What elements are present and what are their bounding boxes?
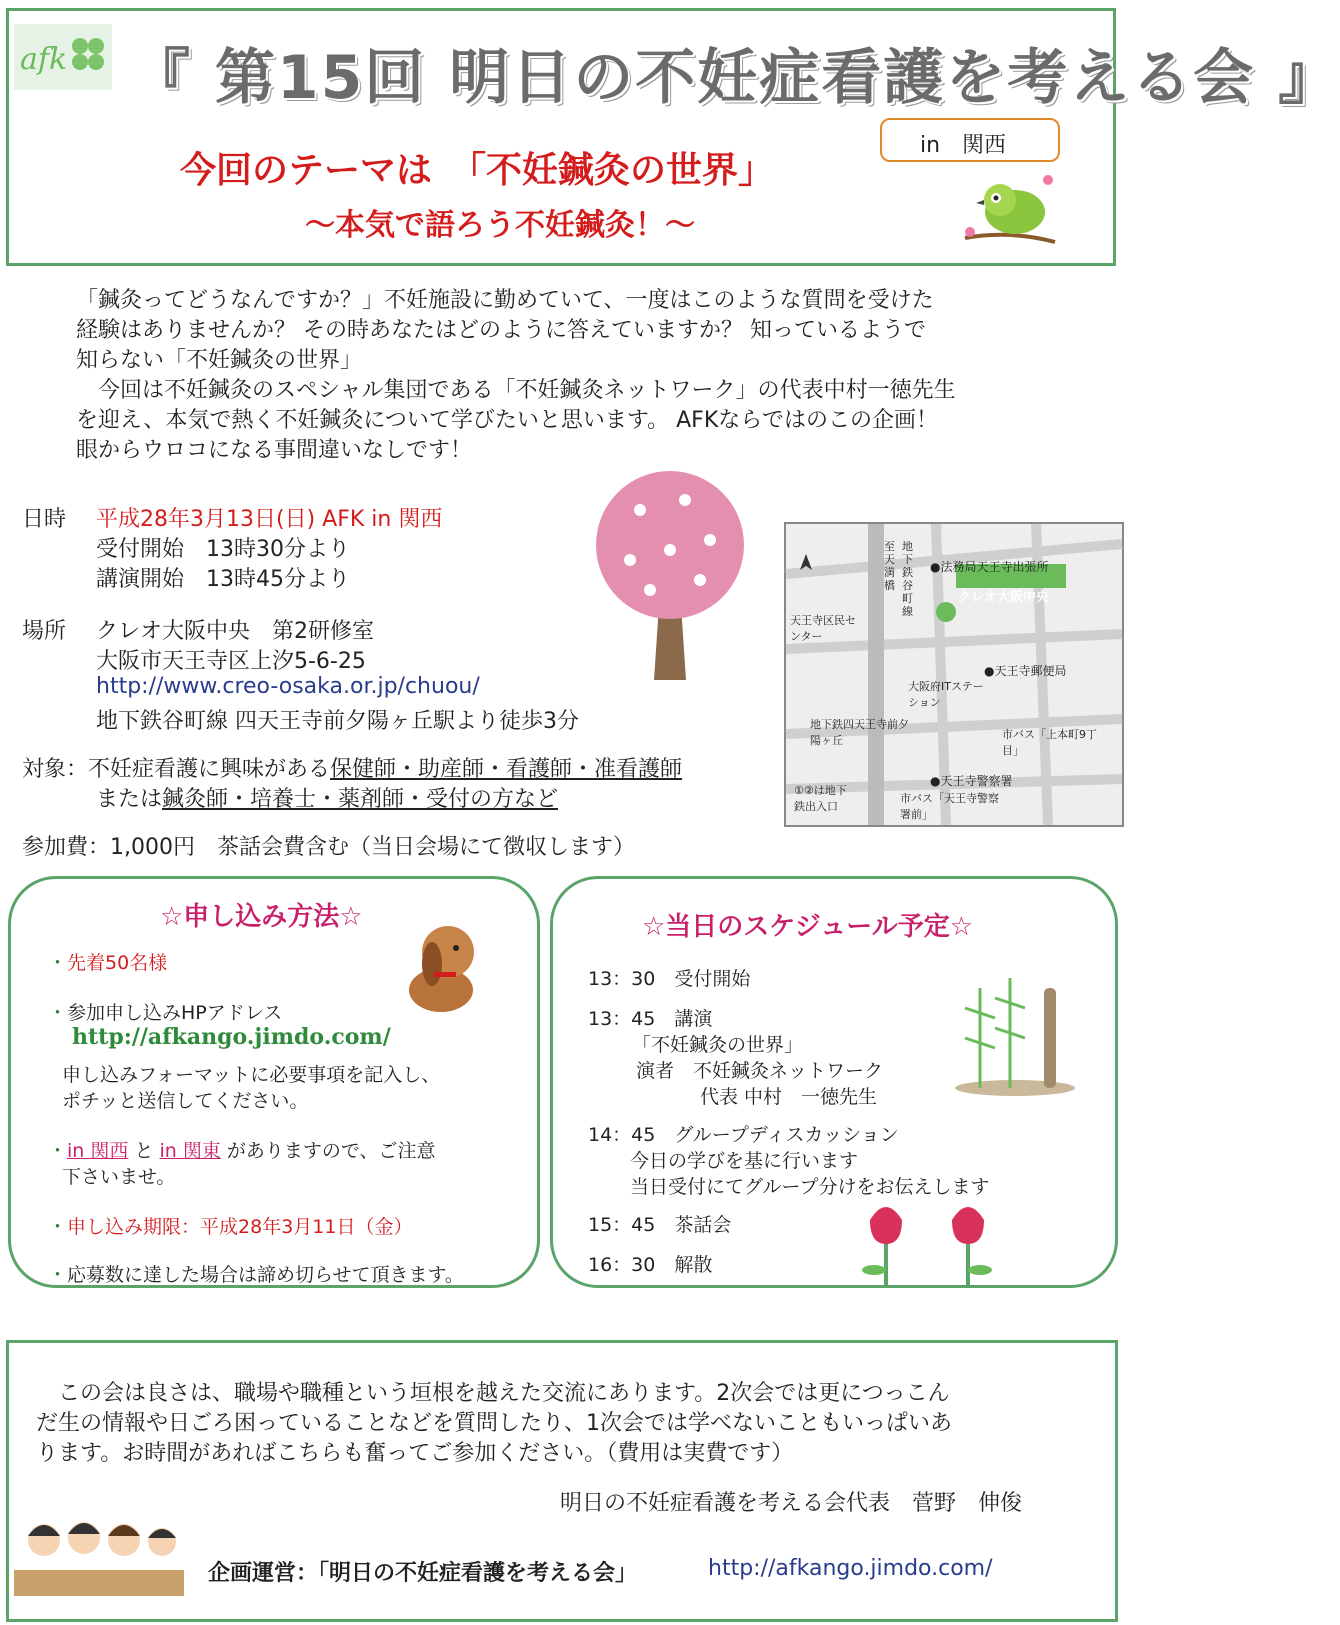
map-label-creo: クレオ大阪中央	[958, 590, 1050, 605]
organizer-label: 企画運営：「明日の不妊症看護を考える会」	[208, 1561, 638, 1586]
representative-name: 明日の不妊症看護を考える会代表 菅野 伸俊	[560, 1491, 1023, 1516]
bird-icon	[960, 170, 1060, 250]
map-label-street: 至天満橋	[884, 540, 895, 592]
people-toast-icon	[14, 1500, 184, 1600]
region-kanto: in 関東	[159, 1140, 221, 1162]
apply-hp-label: ・参加申し込みHPアドレス	[48, 1002, 283, 1024]
schedule-detail: 演者 不妊鍼灸ネットワーク	[636, 1060, 884, 1082]
apply-first-come: ・先着50名様	[48, 952, 168, 974]
map-label-bus1: 市バス「上本町9丁目」	[1002, 728, 1097, 757]
target-line-2	[96, 782, 558, 813]
intro-line: 経験はありませんか？ その時あなたはどのように答えていますか？ 知っているようで	[76, 318, 926, 343]
footer-paragraph-line: ります。お時間があればこちらも奮ってご参加ください。（費用は実費です）	[36, 1441, 794, 1466]
region-note-text: がありますので、ご注意	[226, 1140, 436, 1162]
target-professions-1: 保健師・助産師・看護師・准看護師	[330, 757, 683, 782]
intro-line: 眼からウロコになる事間違いなしです！	[76, 438, 473, 463]
map-label-exit: ①②は地下鉄出入口	[794, 784, 847, 813]
apply-note-2: ポチッと送信してください。	[62, 1090, 309, 1112]
apply-url-link[interactable]: http://afkango.jimdo.com/	[72, 1024, 391, 1050]
schedule-detail: 「不妊鍼灸の世界」	[632, 1034, 804, 1056]
target-prefix: 対象：不妊症看護に興味がある	[22, 757, 331, 782]
horsetail-plant-icon	[950, 968, 1080, 1098]
map-label-kumin: 天王寺区民センター	[790, 614, 856, 643]
map-label-post: ●天王寺郵便局	[984, 664, 1067, 678]
venue-access: 地下鉄谷町線 四天王寺前夕陽ヶ丘駅より徒歩3分	[96, 709, 579, 734]
schedule-item: 13：30 受付開始	[588, 968, 751, 990]
footer-paragraph-line: この会は良さは、職場や職種という垣根を越えた交流にあります。2次会では更につっこん	[36, 1381, 950, 1406]
schedule-item: 15：45 茶話会	[588, 1214, 732, 1236]
dog-icon	[386, 912, 506, 1022]
map-label-it: 大阪府ITステーション	[908, 680, 984, 709]
target-line-1	[22, 752, 682, 783]
full-note-text: 応募数に達した場合は諦め切らせて頂きます。	[67, 1264, 464, 1286]
deadline-text: 申し込み期限：平成28年3月11日（金）	[67, 1216, 413, 1238]
intro-line: 知らない「不妊鍼灸の世界」	[76, 348, 363, 373]
intro-line: 今回は不妊鍼灸のスペシャル集団である「不妊鍼灸ネットワーク」の代表中村一徳先生	[76, 378, 956, 403]
first-come-text: 先着50名様	[67, 952, 168, 974]
cherry-tree-icon	[590, 470, 750, 690]
region-kansai: in 関西	[67, 1140, 129, 1162]
intro-line: を迎え、本気で熱く不妊鍼灸について学びたいと思います。 AFKならではのこの企画！	[76, 408, 939, 433]
venue-url-link[interactable]: http://www.creo-osaka.or.jp/chuou/	[96, 674, 480, 699]
schedule-detail: 今日の学びを基に行います	[630, 1150, 859, 1172]
target-professions-2: 鍼灸師・培養士・薬剤師・受付の方など	[162, 787, 559, 812]
target-or: または	[96, 787, 163, 812]
reception-time: 受付開始 13時30分より	[96, 537, 350, 562]
theme-heading: 今回のテーマは 「不妊鍼灸の世界」	[180, 150, 775, 191]
map-label-police: ●天王寺警察署	[930, 774, 1013, 788]
fee-text: 参加費：1,000円 茶話会費含む（当日会場にて徴収します）	[22, 835, 635, 860]
place-label: 場所	[22, 619, 67, 644]
logo-text: afk	[20, 42, 68, 77]
application-title: ☆申し込み方法☆	[160, 902, 363, 932]
map-label-bus2: 市バス「天王寺警察署前」	[900, 792, 999, 821]
schedule-title: ☆当日のスケジュール予定☆	[642, 912, 974, 942]
intro-line: 「鍼灸ってどうなんですか？」不妊施設に勤めていて、一度はこのような質問を受けた	[76, 288, 934, 313]
page-title: 『 第15回 明日の不妊症看護を考える会 』	[130, 43, 1340, 113]
map-label-line: 地下鉄谷町線	[902, 540, 913, 618]
lecture-time: 講演開始 13時45分より	[96, 567, 350, 592]
venue-address: 大阪市天王寺区上汐5-6-25	[96, 649, 366, 674]
schedule-item: 16：30 解散	[588, 1254, 713, 1276]
schedule-item: 13：45 講演	[588, 1008, 713, 1030]
venue-name: クレオ大阪中央 第2研修室	[96, 619, 374, 644]
schedule-detail: 当日受付にてグループ分けをお伝えします	[630, 1176, 990, 1198]
apply-deadline: ・申し込み期限：平成28年3月11日（金）	[48, 1216, 413, 1238]
footer-paragraph-line: だ生の情報や日ごろ困っていることなどを質問したり、1次会では学べないこともいっぱいあ	[36, 1411, 953, 1436]
apply-region-note: ・in 関西 と in 関東 がありますので、ご注意	[48, 1140, 436, 1162]
apply-region-note-2: 下さいませ。	[62, 1166, 176, 1188]
tulip-icon	[856, 1200, 1016, 1290]
schedule-detail: 代表 中村 一徳先生	[700, 1086, 878, 1108]
organizer-url-link[interactable]: http://afkango.jimdo.com/	[708, 1556, 993, 1581]
apply-note-1: 申し込みフォーマットに必要事項を記入し、	[62, 1064, 441, 1086]
apply-full-note: ・応募数に達した場合は諦め切らせて頂きます。	[48, 1264, 464, 1286]
map-label-station: 地下鉄四天王寺前夕陽ヶ丘	[810, 718, 909, 747]
hp-label-text: 参加申し込みHPアドレス	[67, 1002, 283, 1024]
region-and: と	[134, 1140, 154, 1162]
map-label-houmukyoku: ●法務局天王寺出張所	[930, 560, 1049, 574]
region-badge: in 関西	[920, 133, 1007, 158]
datetime-label: 日時	[22, 507, 67, 532]
schedule-item: 14：45 グループディスカッション	[588, 1124, 899, 1146]
theme-subtitle: ～本気で語ろう不妊鍼灸！～	[305, 208, 695, 243]
event-date: 平成28年3月13日(日) AFK in 関西	[96, 507, 443, 532]
